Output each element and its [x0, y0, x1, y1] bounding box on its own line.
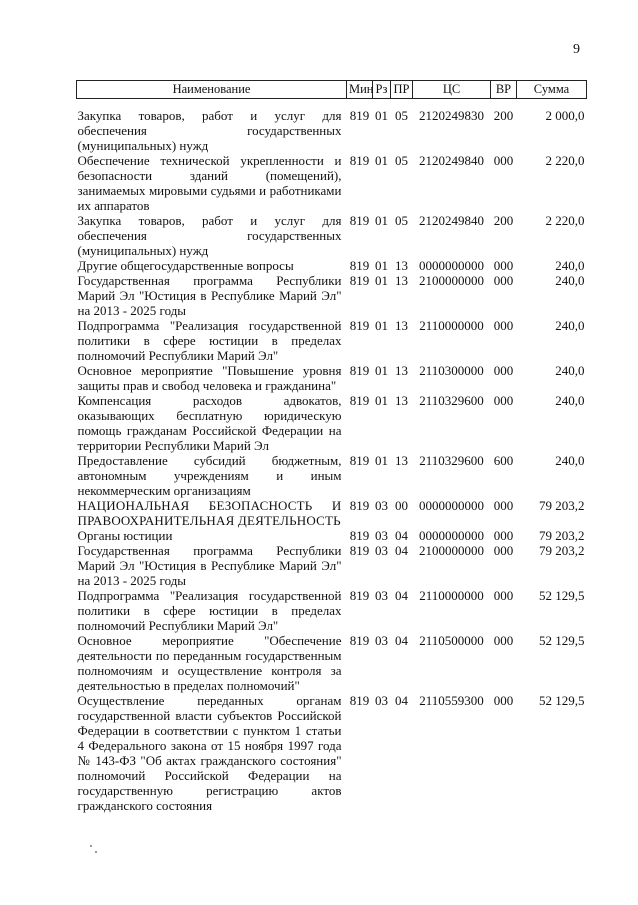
row-pr: 13 [395, 453, 408, 468]
row-name: НАЦИОНАЛЬНАЯ БЕЗОПАСНОСТЬ И ПРАВООХРАНИТЕЛЬНАЯ ДЕЯТЕЛЬНОСТЬ [77, 498, 342, 528]
row-cs: 2100000000 [419, 543, 484, 558]
row-min: 819 [349, 453, 370, 468]
row-name: Основное мероприятие "Обеспечение деятельности по переданным государственным полномочиям и осуществление контроля за деятельностью в пределах полномочий" [77, 633, 342, 693]
table-row [77, 693, 587, 813]
row-rz: 01 [375, 153, 388, 168]
row-sum: 52 129,5 [539, 633, 585, 648]
row-vr: 000 [493, 393, 514, 408]
row-name: Основное мероприятие "Повышение уровня защиты прав и свобод человека и гражданина" [77, 363, 342, 393]
row-name: Закупка товаров, работ и услуг для обеспечения государственных (муниципальных) нужд [77, 213, 342, 258]
row-cs: 2110329600 [419, 393, 484, 408]
row-pr: 04 [395, 633, 408, 648]
table-row [77, 213, 587, 258]
row-sum: 79 203,2 [539, 498, 585, 513]
row-name: Другие общегосударственные вопросы [77, 258, 294, 273]
row-sum: 240,0 [555, 453, 585, 468]
row-pr: 05 [395, 153, 408, 168]
row-pr: 05 [395, 213, 408, 228]
row-sum: 79 203,2 [539, 543, 585, 558]
row-cs: 0000000000 [419, 498, 484, 513]
row-min: 819 [349, 108, 370, 123]
row-cs: 2110559300 [419, 693, 484, 708]
row-pr: 05 [395, 108, 408, 123]
page-number: 9 [573, 42, 580, 57]
row-min: 819 [349, 498, 370, 513]
row-sum: 240,0 [555, 393, 585, 408]
row-sum: 240,0 [555, 318, 585, 333]
header-min: Мин [347, 81, 373, 99]
row-sum: 52 129,5 [539, 588, 585, 603]
table-row [77, 318, 587, 363]
row-sum: 79 203,2 [539, 528, 585, 543]
table-row [77, 588, 587, 633]
table-row [77, 453, 587, 498]
row-rz: 03 [375, 633, 388, 648]
row-sum: 240,0 [555, 258, 585, 273]
row-cs: 2120249840 [419, 213, 484, 228]
row-pr: 13 [395, 318, 408, 333]
row-vr: 200 [493, 213, 514, 228]
row-pr: 04 [395, 588, 408, 603]
row-min: 819 [349, 693, 370, 708]
table-header [77, 81, 587, 99]
row-vr: 000 [493, 693, 514, 708]
row-vr: 000 [493, 363, 514, 378]
header-name: Наименование [77, 81, 347, 99]
row-name: Обеспечение технической укрепленности и безопасности зданий (помещений), занимаемых мировыми судьями и работниками их аппаратов [77, 153, 342, 213]
row-cs: 2110500000 [419, 633, 484, 648]
row-sum: 52 129,5 [539, 693, 585, 708]
row-min: 819 [349, 153, 370, 168]
row-vr: 000 [493, 273, 514, 288]
row-name: Подпрограмма "Реализация государственной политики в сфере юстиции в пределах полномочий Республики Марий Эл" [77, 588, 342, 633]
row-rz: 03 [375, 693, 388, 708]
row-pr: 13 [395, 393, 408, 408]
table-row [77, 543, 587, 588]
row-rz: 01 [375, 108, 388, 123]
row-rz: 01 [375, 258, 388, 273]
row-min: 819 [349, 363, 370, 378]
row-pr: 00 [395, 498, 408, 513]
row-vr: 000 [493, 318, 514, 333]
row-cs: 0000000000 [419, 258, 484, 273]
row-pr: 13 [395, 258, 408, 273]
row-name: Компенсация расходов адвокатов, оказывающих бесплатную юридическую помощь гражданам Российской Федерации на территории Республики Марий Эл [77, 393, 342, 453]
row-sum: 2 000,0 [545, 108, 585, 123]
header-cs: ЦС [413, 81, 491, 99]
row-rz: 01 [375, 213, 388, 228]
row-sum: 2 220,0 [545, 213, 585, 228]
row-min: 819 [349, 318, 370, 333]
row-cs: 2110300000 [419, 363, 484, 378]
row-vr: 000 [493, 258, 514, 273]
row-pr: 13 [395, 273, 408, 288]
row-rz: 01 [375, 318, 388, 333]
table-row [77, 498, 587, 528]
table-row [77, 633, 587, 693]
row-name: Закупка товаров, работ и услуг для обеспечения государственных (муниципальных) нужд [77, 108, 342, 153]
header-vr: ВР [491, 81, 517, 99]
row-rz: 01 [375, 453, 388, 468]
row-vr: 000 [493, 543, 514, 558]
row-min: 819 [349, 273, 370, 288]
budget-table [76, 80, 587, 813]
row-name: Органы юстиции [77, 528, 173, 543]
row-sum: 2 220,0 [545, 153, 585, 168]
row-sum: 240,0 [555, 363, 585, 378]
row-rz: 01 [375, 363, 388, 378]
table-row [77, 273, 587, 318]
header-pr: ПР [391, 81, 413, 99]
row-vr: 600 [493, 453, 514, 468]
row-pr: 13 [395, 363, 408, 378]
row-rz: 03 [375, 528, 388, 543]
row-name: Предоставление субсидий бюджетным, автономным учреждениям и иным некоммерческим организациям [77, 453, 342, 498]
row-cs: 2120249840 [419, 153, 484, 168]
row-name: Подпрограмма "Реализация государственной политики в сфере юстиции в пределах полномочий Республики Марий Эл" [77, 318, 342, 363]
row-pr: 04 [395, 693, 408, 708]
row-rz: 03 [375, 498, 388, 513]
row-min: 819 [349, 543, 370, 558]
row-vr: 000 [493, 153, 514, 168]
table-row [77, 153, 587, 213]
row-cs: 2100000000 [419, 273, 484, 288]
row-cs: 2110329600 [419, 453, 484, 468]
row-vr: 000 [493, 528, 514, 543]
row-pr: 04 [395, 543, 408, 558]
row-min: 819 [349, 588, 370, 603]
row-vr: 000 [493, 498, 514, 513]
table-row [77, 393, 587, 453]
row-min: 819 [349, 633, 370, 648]
row-rz: 01 [375, 393, 388, 408]
row-min: 819 [349, 528, 370, 543]
row-vr: 000 [493, 633, 514, 648]
scan-speck [90, 845, 92, 847]
row-rz: 01 [375, 273, 388, 288]
row-rz: 03 [375, 543, 388, 558]
header-rz: Рз [373, 81, 391, 99]
row-cs: 2110000000 [419, 318, 484, 333]
table-row [77, 258, 587, 273]
row-rz: 03 [375, 588, 388, 603]
row-cs: 2120249830 [419, 108, 484, 123]
row-min: 819 [349, 213, 370, 228]
row-cs: 2110000000 [419, 588, 484, 603]
row-cs: 0000000000 [419, 528, 484, 543]
row-pr: 04 [395, 528, 408, 543]
row-sum: 240,0 [555, 273, 585, 288]
row-name: Государственная программа Республики Марий Эл "Юстиция в Республике Марий Эл" на 2013 - 2025 годы [77, 543, 342, 588]
header-sum: Сумма [517, 81, 587, 99]
row-name: Государственная программа Республики Марий Эл "Юстиция в Республике Марий Эл" на 2013 - 2025 годы [77, 273, 342, 318]
row-min: 819 [349, 258, 370, 273]
row-vr: 000 [493, 588, 514, 603]
scan-speck [95, 851, 97, 853]
table-row [77, 99, 587, 154]
table-row [77, 363, 587, 393]
row-min: 819 [349, 393, 370, 408]
row-name: Осуществление переданных органам государственной власти субъектов Российской Федерации в соответствии с пунктом 1 статьи 4 Федерального закона от 15 ноября 1997 года № 143-ФЗ "Об актах гражданского состояния" полномочий Российской Федерации на государственную регистрацию актов гражданского состояния [77, 693, 342, 813]
row-vr: 200 [493, 108, 514, 123]
table-row [77, 528, 587, 543]
